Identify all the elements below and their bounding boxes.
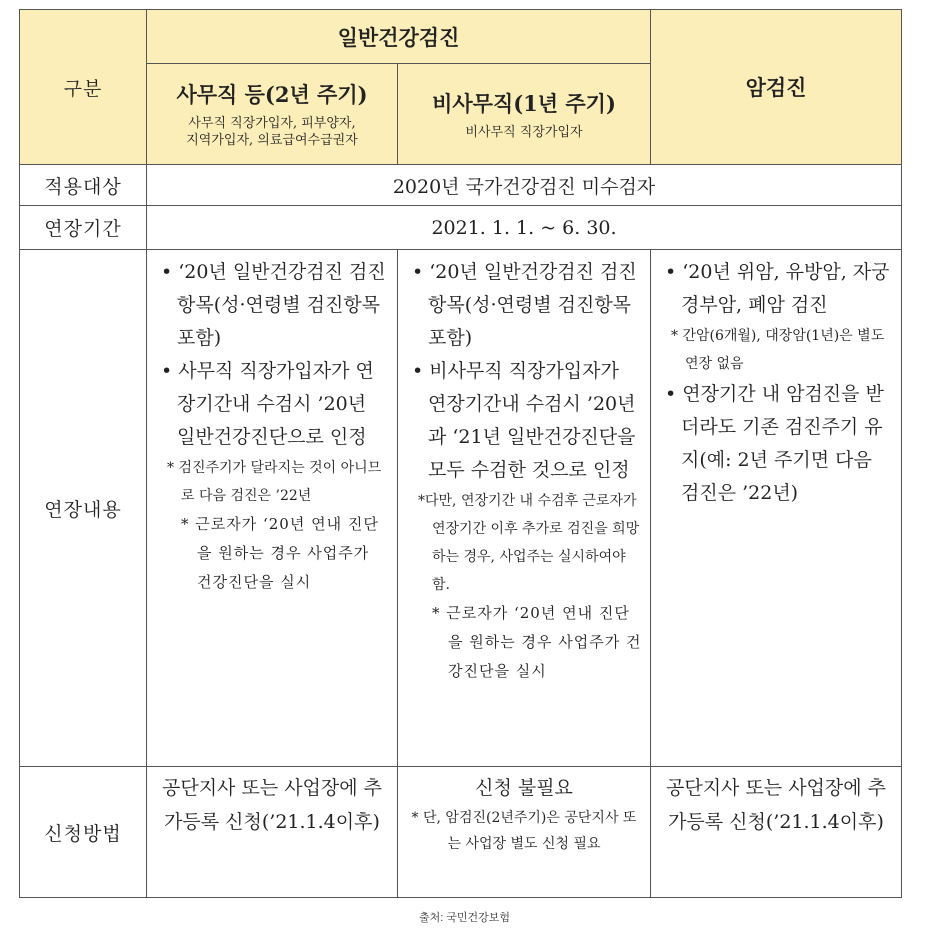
cancer-bullet-types: • ‘20년 위암, 유방암, 자궁경부암, 폐암 검진: [665, 261, 890, 316]
office-bullet-recognition: • 사무직 직장가입자가 연장기간내 수검시 ’20년 일반건강진단으로 인정: [161, 360, 374, 448]
office-worker-header: [147, 64, 398, 165]
cancer-bullet-cycle: • 연장기간 내 암검진을 받더라도 기존 검진주기 유지(예: 2년 주기면 다음 검진은 ’22년): [665, 383, 884, 504]
period-value: 2021. 1. 1. ~ 6. 30.: [147, 206, 902, 250]
non-office-apply-note: * 단, 암검진(2년주기)은 공단지사 또는 사업장 별도 신청 필요: [411, 810, 637, 852]
non-office-worker-sub: 비사무직 직장가입자: [465, 124, 583, 140]
office-note-employer: * 근로자가 ‘20년 연내 진단을 원하는 경우 사업주가 건강진단을 실시: [181, 515, 379, 591]
period-label: 연장기간: [20, 206, 147, 250]
non-office-worker-title: 비사무직(1년 주기): [432, 90, 616, 116]
non-office-apply-text: 신청 불필요: [475, 777, 573, 799]
content-label: 연장내용: [20, 250, 147, 767]
non-office-worker-header: [398, 64, 651, 165]
general-checkup-header: 일반건강검진: [147, 10, 651, 64]
cancer-content: [651, 250, 902, 767]
office-apply-text: 공단지사 또는 사업장에 추가등록 신청(’21.1.4이후): [161, 777, 382, 833]
non-office-note-employer: * 근로자가 ‘20년 연내 진단을 원하는 경우 사업주가 건강진단을 실시: [432, 604, 642, 680]
office-bullet-items: • ‘20년 일반건강검진 검진항목(성·연령별 검진항목 포함): [161, 261, 386, 349]
category-header: 구분: [20, 10, 147, 165]
office-worker-title: 사무직 등(2년 주기): [176, 82, 368, 107]
non-office-bullet-items: • ‘20년 일반건강검진 검진항목(성·연령별 검진항목 포함): [412, 261, 637, 349]
cancer-apply-cell: [651, 767, 902, 898]
non-office-bullet-recognition: • 비사무직 직장가입자가 연장기간내 수검시 ’20년과 ‘21년 일반건강진단을 모두 수검한 것으로 인정: [412, 360, 636, 481]
source-caption: 출처: 국민건강보험: [418, 912, 511, 924]
non-office-worker-content: [398, 250, 651, 767]
target-value: 2020년 국가건강검진 미수검자: [147, 165, 902, 206]
target-label: 적용대상: [20, 165, 147, 206]
office-worker-content: [147, 250, 398, 767]
cancer-note-no-extension: * 간암(6개월), 대장암(1년)은 별도 연장 없음: [671, 328, 885, 372]
cancer-checkup-header: 암검진: [651, 10, 902, 165]
apply-label: 신청방법: [20, 767, 147, 898]
office-note-cycle: * 검진주기가 달라지는 것이 아니므로 다음 검진은 ’22년: [167, 460, 382, 504]
checkup-extension-table: [19, 9, 902, 898]
office-apply-cell: [147, 767, 398, 898]
office-worker-sub2: 지역가입자, 의료급여수급권자: [186, 133, 358, 148]
cancer-apply-text: 공단지사 또는 사업장에 추가등록 신청(’21.1.4이후): [665, 777, 886, 833]
office-worker-sub1: 사무직 직장가입자, 피부양자,: [188, 116, 356, 131]
non-office-note-additional: *다만, 연장기간 내 수검후 근로자가 연장기간 이후 추가로 검진을 희망하는 경우, 사업주는 실시하여야함.: [418, 493, 640, 593]
non-office-apply-cell: [398, 767, 651, 898]
